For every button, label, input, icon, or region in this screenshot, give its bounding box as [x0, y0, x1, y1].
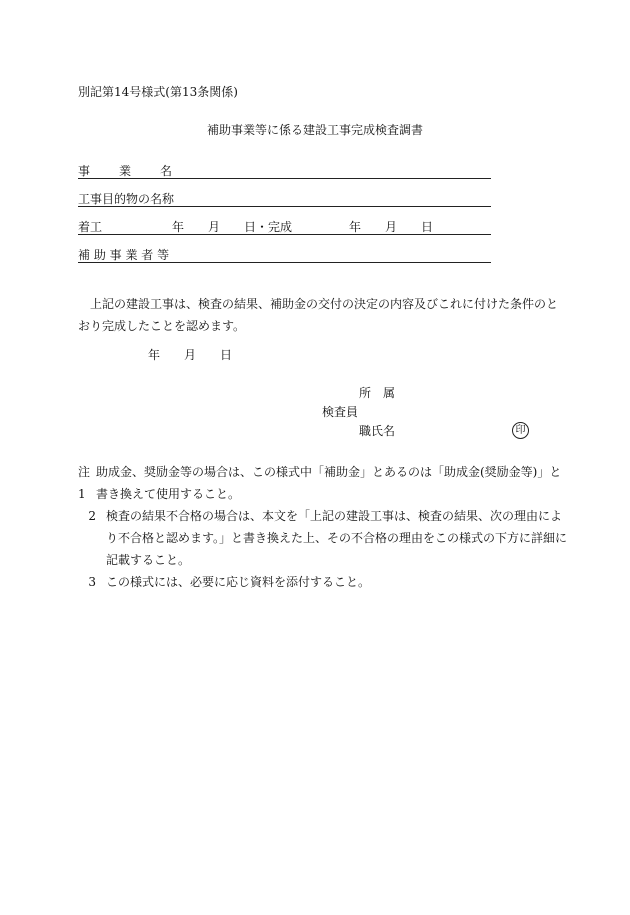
date-month-label: 月: [184, 348, 197, 362]
note-text-1: 助成金、奨励金等の場合は、この様式中「補助金」とあるのは「助成金(奨励金等)」と書き換えて使用すること。: [96, 465, 562, 501]
target-name-line: [78, 206, 491, 207]
note-item-1: [78, 461, 568, 505]
seal-mark: 印: [512, 422, 529, 439]
project-name-char-1: 事: [78, 164, 91, 178]
note-text-2: 検査の結果不合格の場合は、本文を「上記の建設工事は、検査の結果、次の理由により不合格と認めます。」と書き換えた上、その不合格の理由をこの様式の下方に詳細に記載すること。: [106, 509, 568, 567]
statement-paragraph: [78, 293, 558, 337]
start-month-label: 月: [208, 220, 221, 234]
project-name-char-3: 名: [160, 164, 173, 178]
complete-year-label: 年: [349, 220, 362, 234]
note-number-2: 2: [88, 509, 96, 523]
date-day-label: 日: [220, 348, 233, 362]
note-text-3: この様式には、必要に応じ資料を添付すること。: [106, 575, 371, 589]
note-number-3: 3: [88, 575, 96, 589]
project-name-line: [78, 178, 491, 179]
project-name-char-2: 業: [119, 164, 132, 178]
name-label: 職氏名: [359, 424, 396, 438]
document-title: 補助事業等に係る建設工事完成検査調書: [206, 123, 423, 137]
form-number: 別記第14号様式(第13条関係): [78, 85, 238, 99]
complete-month-label: 月: [385, 220, 398, 234]
operator-line: [78, 262, 491, 263]
complete-day-label: 日: [421, 220, 434, 234]
start-day-complete-label: 日・完成: [244, 220, 293, 234]
target-name-label: 工事目的物の名称: [78, 192, 175, 206]
inspector-label: 検査員: [322, 405, 359, 419]
start-label: 着工: [78, 220, 103, 234]
start-year-label: 年: [172, 220, 185, 234]
notes-section: [78, 461, 568, 593]
date-year-label: 年: [148, 348, 161, 362]
statement-text: 上記の建設工事は、検査の結果、補助金の交付の決定の内容及びこれに付けた条件のとおり完成したことを認めます。: [78, 297, 559, 333]
period-line: [78, 234, 491, 235]
affiliation-label: 所 属: [359, 386, 396, 400]
note-item-2: [78, 505, 568, 571]
operator-label: 補 助 事 業 者 等: [78, 248, 170, 262]
note-number-1: 注1: [78, 465, 91, 501]
note-item-3: [78, 571, 568, 593]
